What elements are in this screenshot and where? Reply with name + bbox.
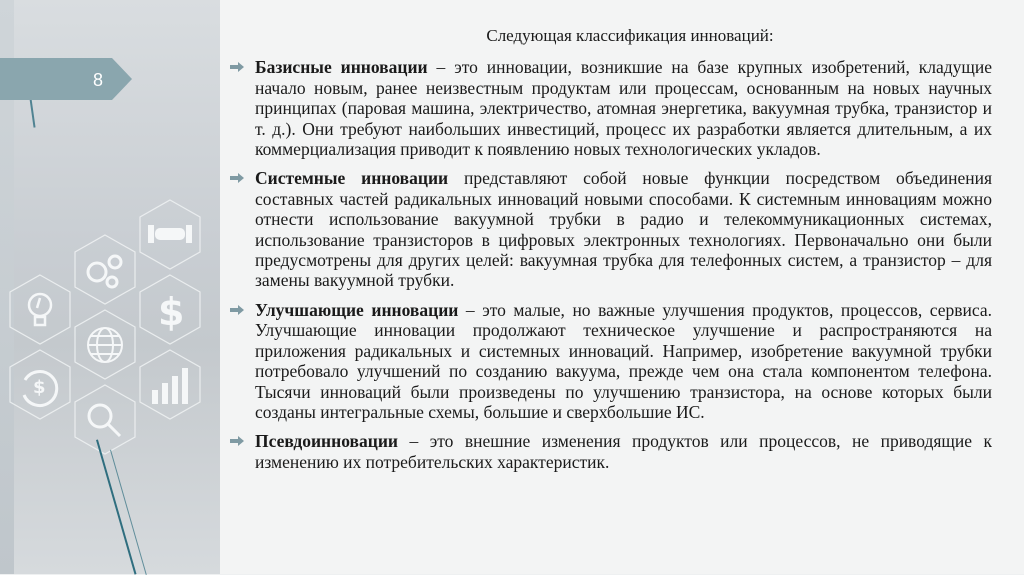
item-term: Системные инновации — [255, 168, 449, 189]
page-number-tab — [0, 58, 132, 100]
slide-heading: Следующая классификация инноваций: — [486, 26, 774, 45]
page-number: 8 — [92, 70, 103, 90]
item-text: – это инновации, возникшие на базе крупных изобретений, кладущие начало новым, ранее неизвестным продуктам или процессам, основанным на новых научных принципах (паровая машина, электричество, атомная энергетика, вакуумная трубка, транзистор и т. д.). Они требуют наибольших инвестиций, процесс их разработки является длительным, а их коммерциализация приводит к появлению новых технологических укладов. — [255, 57, 992, 160]
list-item — [228, 300, 992, 422]
arrow-bullet-icon — [230, 436, 244, 446]
hexagon-icons-illustration — [0, 180, 220, 480]
slide-content — [228, 26, 992, 481]
arrow-bullet-icon — [230, 173, 244, 183]
bar-chart-icon — [152, 368, 188, 404]
item-text: – это внешние изменения продуктов или процессов, не приводящие к изменению их потребительских характеристик. — [255, 431, 992, 472]
list-item — [228, 431, 992, 472]
item-term: Улучшающие инновации — [255, 299, 459, 320]
gears-icon — [88, 256, 121, 287]
item-text: представляют собой новые функции посредством объединения составных частей радикальных инноваций новыми способами. К системным инновациям можно отнести использование вакуумной трубки в радио и телекоммуникационных системах, использование транзисторов в цифровых электронных технологиях. Первоначально они были предусмотрены для других целей: вакуумная трубка для телефонных систем, а транзистор – для замены вакуумной трубки. — [255, 168, 992, 291]
item-text: – это малые, но важные улучшения продуктов, процессов, сервиса. Улучшающие инновации продолжают техническое улучшение и распространяются на приложения радикальных и системных инноваций. Например, изобретение вакуумной трубки потребовало улучшений по созданию вакуума, прежде чем она стала компонентом телефона. Тысячи инноваций были произведены по улучшению транзистора, на основе которых были созданы интегральные схемы, большие и сверхбольшие ИС. — [255, 299, 992, 422]
money-cycle-icon — [24, 372, 57, 406]
lightbulb-icon — [29, 294, 51, 325]
svg-text:$: $ — [33, 377, 46, 398]
list-item — [228, 57, 992, 159]
handshake-icon — [148, 225, 192, 243]
arrow-bullet-icon — [230, 305, 244, 315]
item-term: Псевдоинновации — [255, 431, 398, 452]
magnifier-icon — [89, 405, 120, 436]
globe-icon — [88, 328, 122, 362]
list-item — [228, 168, 992, 290]
item-term: Базисные инновации — [255, 57, 428, 78]
dollar-icon: $ — [158, 290, 185, 334]
arrow-bullet-icon — [230, 62, 244, 72]
